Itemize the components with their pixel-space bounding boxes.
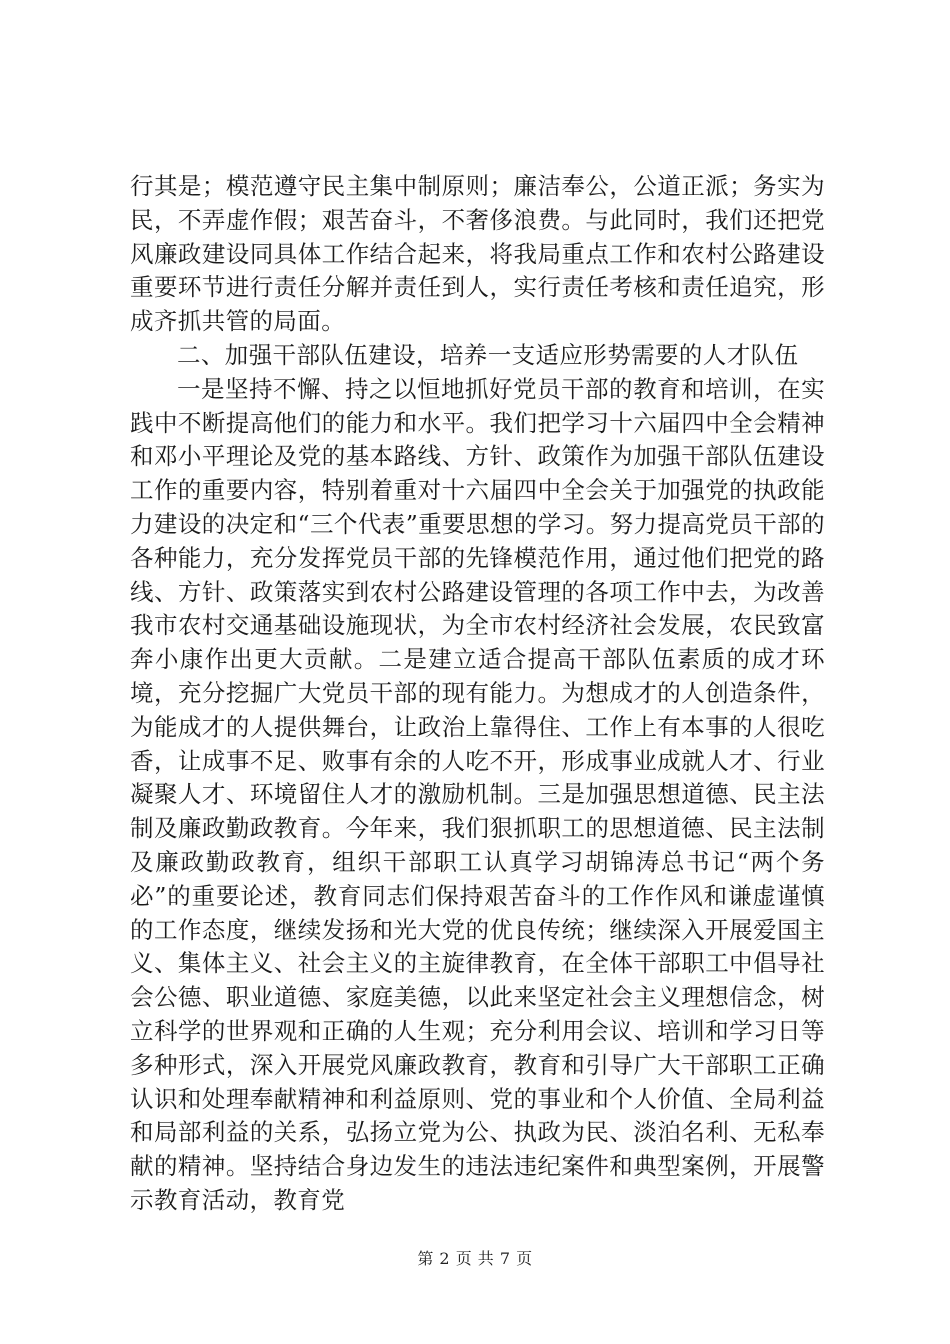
section-heading: 二、加强干部队伍建设，培养一支适应形势需要的人才队伍 <box>177 340 799 369</box>
document-body <box>130 170 825 1218</box>
paragraph-main: 一是坚持不懈、持之以恒地抓好党员干部的教育和培训，在实践中不断提高他们的能力和水平。我们把学习十六届四中全会精神和邓小平理论及党的基本路线、方针、政策作为加强干部队伍建设工作的重要内容，特别着重对十六届四中全会关于加强党的执政能力建设的决定和“三个代表”重要思想的学习。努力提高党员干部的各种能力，充分发挥党员干部的先锋模范作用，通过他们把党的路线、方针、政策落实到农村公路建设管理的各项工作中去，为改善我市农村交通基础设施现状，为全市农村经济社会发展，农民致富奔小康作出更大贡献。二是建立适合提高干部队伍素质的成才环境，充分挖掘广大党员干部的现有能力。为想成才的人创造条件，为能成才的人提供舞台，让政治上靠得住、工作上有本事的人很吃香，让成事不足、败事有余的人吃不开，形成事业成就人才、行业凝聚人才、环境留住人才的激励机制。三是加强思想道德、民主法制及廉政勤政教育。今年来，我们狠抓职工的思想道德、民主法制及廉政勤政教育，组织干部职工认真学习胡锦涛总书记“两个务必”的重要论述，教育同志们保持艰苦奋斗的工作作风和谦虚谨慎的工作态度，继续发扬和光大党的优良传统；继续深入开展爱国主义、集体主义、社会主义的主旋律教育，在全体干部职工中倡导社会公德、职业道德、家庭美德，以此来坚定社会主义理想信念，树立科学的世界观和正确的人生观；充分利用会议、培训和学习日等多种形式，深入开展党风廉政教育，教育和引导广大干部职工正确认识和处理奉献精神和利益原则、党的事业和个人价值、全局利益和局部利益的关系，弘扬立党为公、执政为民、淡泊名利、无私奉献的精神。坚持结合身边发生的违法违纪案件和典型案例，开展警示教育活动，教育党 <box>130 374 825 1214</box>
page-number-footer: 第 2 页 共 7 页 <box>417 1249 533 1268</box>
paragraph-continuation: 行其是；模范遵守民主集中制原则；廉洁奉公，公道正派；务实为民，不弄虚作假；艰苦奋斗，不奢侈浪费。与此同时，我们还把党风廉政建设同具体工作结合起来，将我局重点工作和农村公路建设重要环节进行责任分解并责任到人，实行责任考核和责任追究，形成齐抓共管的局面。 <box>130 172 825 336</box>
